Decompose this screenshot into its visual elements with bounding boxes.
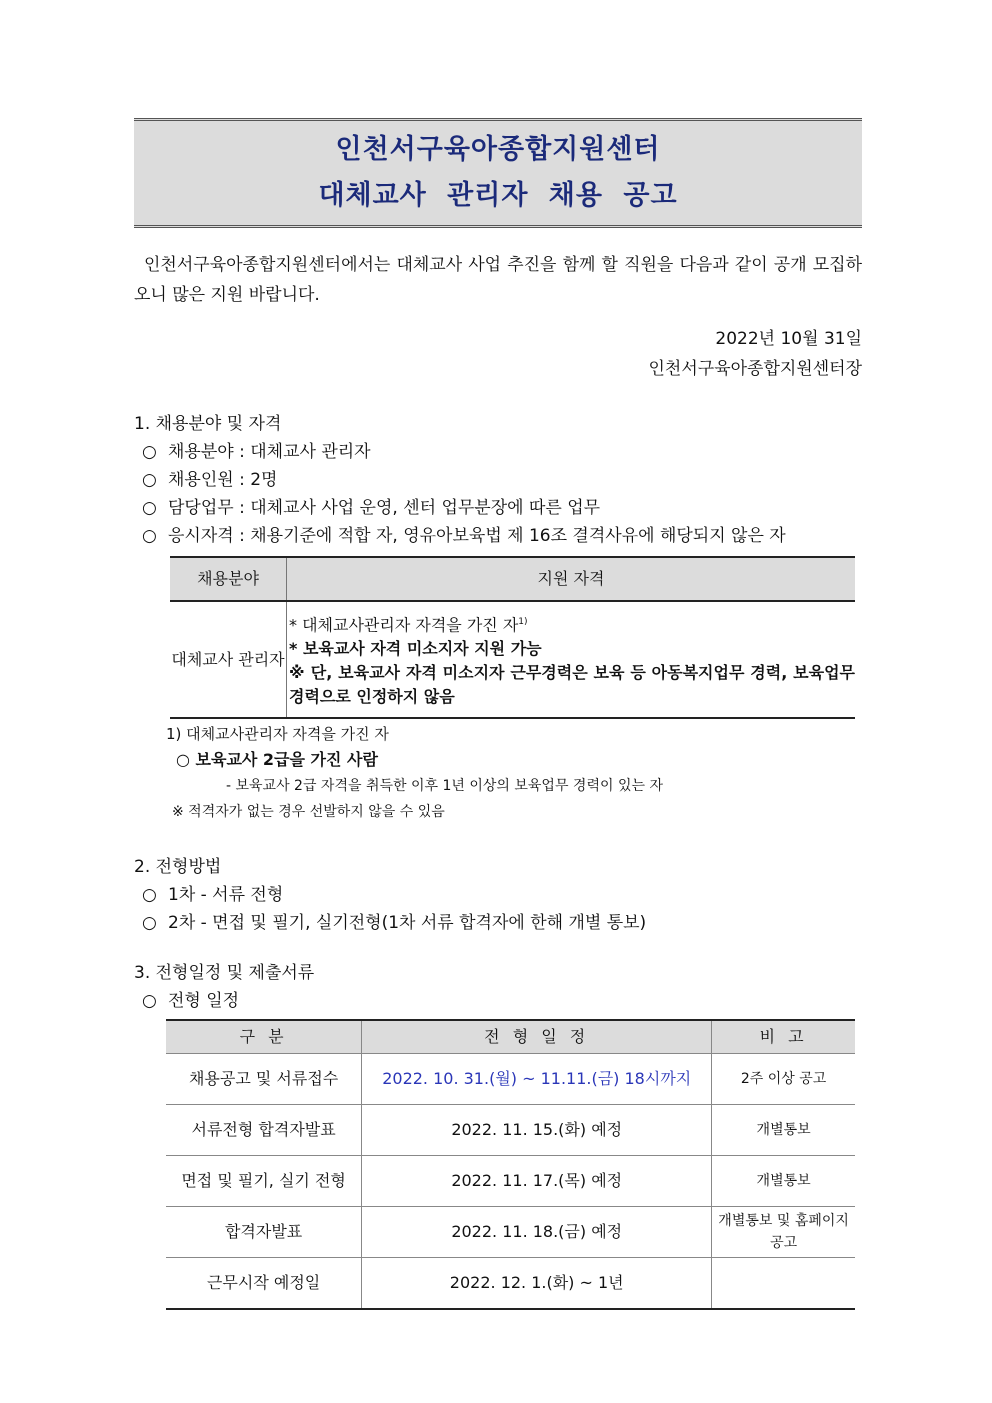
schedule-label-cell: 채용공고 및 서류접수	[166, 1054, 362, 1105]
title-banner	[134, 118, 862, 228]
bullet-text: 2차 - 면접 및 필기, 실기전형(1차 서류 합격자에 한해 개별 통보)	[168, 913, 647, 934]
schedule-note-cell	[712, 1258, 855, 1310]
schedule-date-cell: 2022. 11. 18.(금) 예정	[362, 1207, 712, 1258]
bullet-item	[134, 909, 862, 937]
schedule-header-category: 구 분	[166, 1020, 362, 1054]
schedule-date-cell: 2022. 11. 15.(화) 예정	[362, 1105, 712, 1156]
bullet-item	[134, 881, 862, 909]
circle-bullet-icon: ○	[142, 991, 157, 1012]
schedule-note-cell: 개별통보 및 홈페이지 공고	[712, 1207, 855, 1258]
circle-bullet-icon: ○	[142, 442, 157, 462]
bullet-text: 1차 - 서류 전형	[168, 885, 284, 906]
footnote-title: 1) 대체교사관리자 자격을 가진 자	[166, 725, 389, 744]
footnote-note: ※ 적격자가 없는 경우 선발하지 않을 수 있음	[172, 804, 445, 821]
schedule-label-cell: 합격자발표	[166, 1207, 362, 1258]
bullet-item	[134, 494, 862, 522]
schedule-date-cell: 2022. 10. 31.(월) ~ 11.11.(금) 18시까지	[362, 1054, 712, 1105]
section-2	[134, 853, 862, 937]
circle-bullet-icon: ○	[142, 470, 157, 490]
bullet-item	[134, 987, 862, 1015]
section-1-heading: 1. 채용분야 및 자격	[134, 414, 282, 434]
schedule-note-cell: 개별통보	[712, 1156, 855, 1207]
issuer: 인천서구육아종합지원센터장	[648, 359, 862, 379]
bullet-text: 채용분야 : 대체교사 관리자	[168, 442, 371, 462]
bullet-text: 전형 일정	[168, 991, 240, 1012]
footnote-bold-item: ○ 보육교사 2급을 가진 사람	[176, 750, 378, 770]
table-row	[166, 1054, 855, 1105]
bullet-item	[134, 438, 862, 466]
schedule-label-cell: 면접 및 필기, 실기 전형	[166, 1156, 362, 1207]
schedule-date-cell: 2022. 11. 17.(목) 예정	[362, 1156, 712, 1207]
bullet-item	[134, 522, 862, 550]
circle-bullet-icon: ○	[142, 498, 157, 518]
section-2-heading: 2. 전형방법	[134, 857, 222, 878]
bullet-text: 담당업무 : 대체교사 사업 운영, 센터 업무분장에 따른 업무	[168, 498, 601, 518]
table-row	[166, 1156, 855, 1207]
footnote-block	[166, 721, 862, 825]
table-row	[166, 1207, 855, 1258]
schedule-table	[166, 1019, 855, 1310]
schedule-header-schedule: 전 형 일 정	[362, 1020, 712, 1054]
announcement-date: 2022년 10월 31일	[715, 329, 862, 349]
criteria-line-1: * 대체교사관리자 자격을 가진 자$^{1)}$	[289, 615, 528, 635]
table-row	[166, 1258, 855, 1310]
date-block	[134, 324, 862, 384]
title-line-2: 대체교사 관리자 채용 공고	[318, 180, 678, 211]
circle-bullet-icon: ○	[142, 526, 157, 546]
schedule-note-cell: 개별통보	[712, 1105, 855, 1156]
schedule-date-cell: 2022. 12. 1.(화) ~ 1년	[362, 1258, 712, 1310]
footnote-marker: 1)	[518, 617, 528, 627]
section-1	[134, 410, 862, 825]
schedule-label-cell: 근무시작 예정일	[166, 1258, 362, 1310]
section-3-heading: 3. 전형일정 및 제출서류	[134, 963, 315, 984]
section-3	[134, 959, 862, 1310]
circle-bullet-icon: ○	[142, 913, 157, 934]
footnote-sub-item: - 보육교사 2급 자격을 취득한 이후 1년 이상의 보육업무 경력이 있는 자	[226, 778, 663, 795]
table-row	[166, 1105, 855, 1156]
qualification-header-field: 채용분야	[170, 557, 287, 601]
table-row	[170, 601, 855, 718]
qualification-field-cell: 대체교사 관리자	[170, 601, 287, 718]
circle-bullet-icon: ○	[142, 885, 157, 906]
criteria-line-2: * 보육교사 자격 미소지자 지원 가능	[289, 639, 542, 659]
bullet-text: 응시자격 : 채용기준에 적합 자, 영유아보육법 제 16조 결격사유에 해당되지 않은 자	[168, 526, 786, 546]
schedule-header-note: 비 고	[712, 1020, 855, 1054]
qualification-table	[170, 556, 855, 719]
schedule-note-cell: 2주 이상 공고	[712, 1054, 855, 1105]
criteria-line-3: ※ 단, 보육교사 자격 미소지자 근무경력은 보육 등 아동복지업무 경력, 보육업무 경력으로 인정하지 않음	[289, 663, 855, 707]
intro-paragraph: 인천서구육아종합지원센터에서는 대체교사 사업 추진을 함께 할 직원을 다음과 같이 공개 모집하오니 많은 지원 바랍니다.	[134, 255, 862, 305]
qualification-header-criteria: 지원 자격	[287, 557, 856, 601]
document-page	[134, 118, 862, 1310]
title-line-1: 인천서구육아종합지원센터	[335, 134, 661, 165]
bullet-item	[134, 466, 862, 494]
bullet-text: 채용인원 : 2명	[168, 470, 278, 490]
qualification-criteria-cell	[287, 601, 856, 718]
schedule-label-cell: 서류전형 합격자발표	[166, 1105, 362, 1156]
